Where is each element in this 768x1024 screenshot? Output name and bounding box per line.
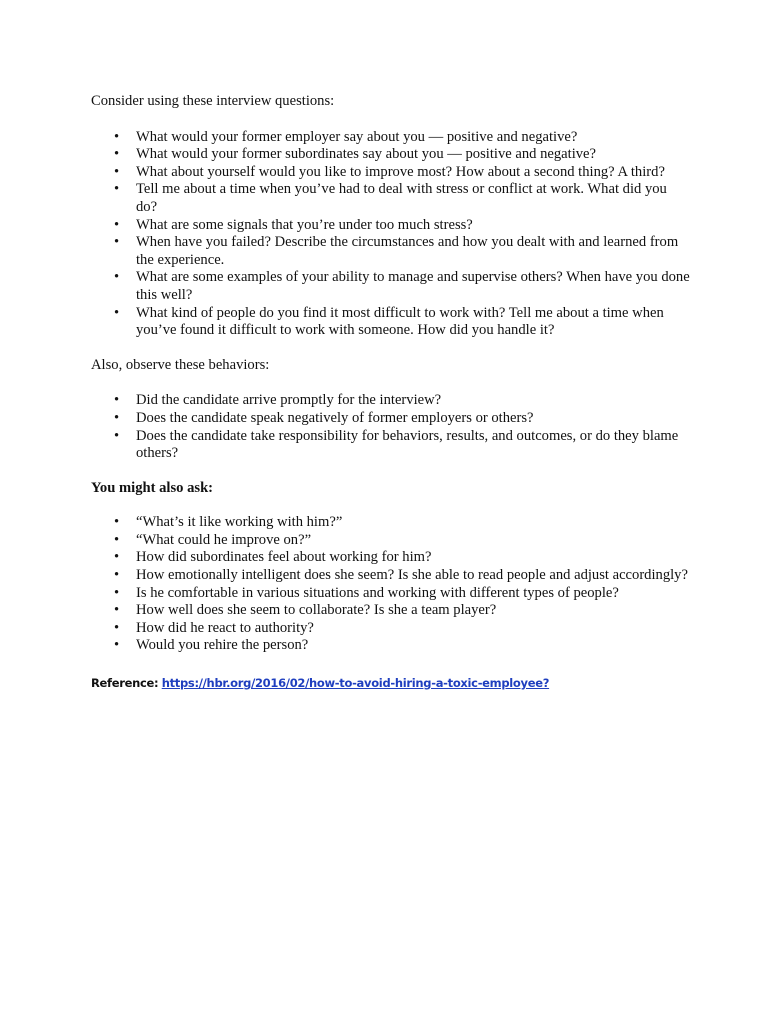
list-item: • Tell me about a time when you’ve had to deal with stress or conflict at work. What did you do? bbox=[91, 181, 691, 216]
list-item: • When have you failed? Describe the circumstances and how you dealt with and learned from the experience. bbox=[91, 234, 691, 269]
interview-questions-list bbox=[91, 129, 691, 340]
list-item: • What are some examples of your ability to manage and supervise others? When have you done this well? bbox=[91, 269, 691, 304]
list-item: • What are some signals that you’re under too much stress? bbox=[91, 217, 691, 235]
list-item: • Did the candidate arrive promptly for the interview? bbox=[91, 392, 691, 410]
ask-list bbox=[91, 514, 691, 655]
list-item: • What kind of people do you find it most difficult to work with? Tell me about a time when you’ve found it difficult to work with someone. How did you handle it? bbox=[91, 305, 691, 340]
reference-label: Reference: bbox=[91, 676, 159, 691]
list-item: • What about yourself would you like to improve most? How about a second thing? A third? bbox=[91, 164, 691, 182]
list-item: • What would your former employer say about you — positive and negative? bbox=[91, 129, 691, 147]
reference-line bbox=[91, 675, 691, 693]
list-item: • Does the candidate speak negatively of former employers or others? bbox=[91, 410, 691, 428]
list-item: • How did subordinates feel about working for him? bbox=[91, 549, 691, 567]
intro-text: Consider using these interview questions: bbox=[91, 93, 335, 109]
ask-heading: You might also ask: bbox=[91, 479, 214, 496]
list-item: • What would your former subordinates say about you — positive and negative? bbox=[91, 146, 691, 164]
observe-intro-text: Also, observe these behaviors: bbox=[91, 356, 270, 373]
list-item: • “What could he improve on?” bbox=[91, 532, 691, 550]
list-item: • “What’s it like working with him?” bbox=[91, 514, 691, 532]
list-item: • Is he comfortable in various situations and working with different types of people? bbox=[91, 585, 691, 603]
behaviors-list bbox=[91, 392, 691, 462]
list-item: • Would you rehire the person? bbox=[91, 637, 691, 655]
list-item: • How emotionally intelligent does she seem? Is she able to read people and adjust accordingly? bbox=[91, 567, 691, 585]
list-item: • How did he react to authority? bbox=[91, 620, 691, 638]
document-page bbox=[91, 93, 691, 693]
reference-link[interactable]: https://hbr.org/2016/02/how-to-avoid-hiring-a-toxic-employee? bbox=[161, 676, 550, 691]
list-item: • Does the candidate take responsibility for behaviors, results, and outcomes, or do they blame others? bbox=[91, 428, 691, 463]
list-item: • How well does she seem to collaborate? Is she a team player? bbox=[91, 602, 691, 620]
